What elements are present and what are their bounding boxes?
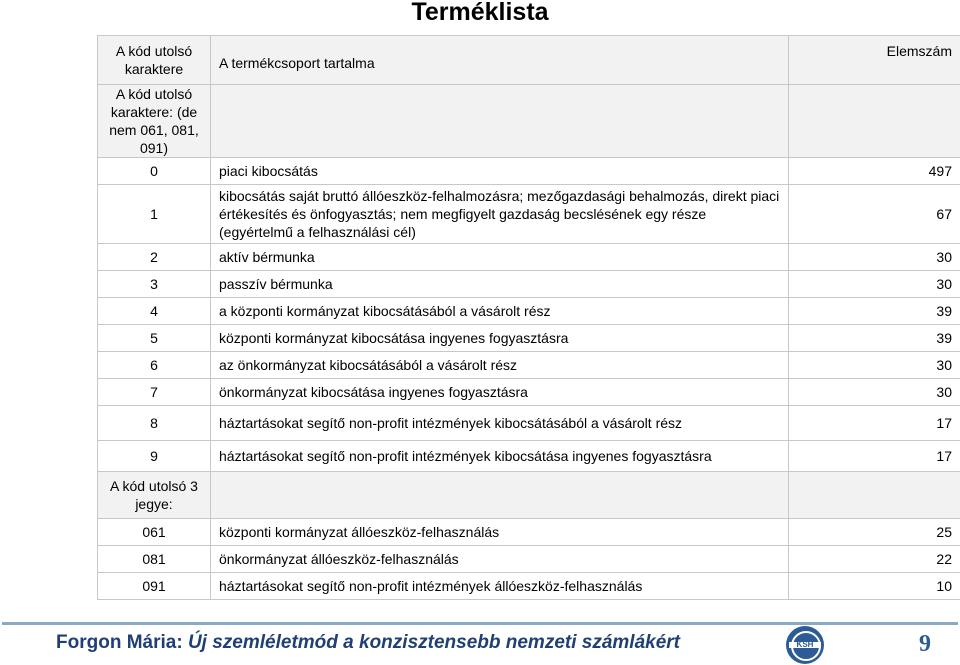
footer-citation [56,630,680,656]
header-content: A termékcsoport tartalma [211,36,789,85]
row-code: 7 [98,379,211,406]
row-count: 30 [789,379,960,406]
row-count: 10 [789,573,960,600]
header-code: A kód utolsó karaktere [98,36,211,85]
note-row [98,472,960,519]
table-row [98,546,960,573]
row-count: 17 [789,441,960,472]
ksh-logo-icon [786,626,824,664]
row-count: 30 [789,244,960,271]
footer-subtitle: Új szemléletmód a konzisztensebb nemzeti számlákért [187,632,681,653]
row-count: 39 [789,325,960,352]
row-count: 22 [789,546,960,573]
page-title: Terméklista [411,0,549,26]
row-content: passzív bérmunka [211,271,789,298]
row-code: 4 [98,298,211,325]
table-row [98,573,960,600]
row-code: 3 [98,271,211,298]
table-row [98,379,960,406]
row-content: háztartásokat segítő non-profit intézmények kibocsátása ingyenes fogyasztásra [211,441,789,472]
row-content: a központi kormányzat kibocsátásából a vásárolt rész [211,298,789,325]
row-code: 6 [98,352,211,379]
page-number: 9 [919,631,931,657]
row-content: önkormányzat kibocsátása ingyenes fogyasztásra [211,379,789,406]
table-row [98,185,960,244]
row-code: 8 [98,406,211,441]
row-content: az önkormányzat kibocsátásából a vásárolt rész [211,352,789,379]
table-row [98,519,960,546]
footer-divider [2,622,958,625]
row-count: 30 [789,352,960,379]
table-row [98,158,960,185]
product-list-table [97,35,960,600]
row-code: 091 [98,573,211,600]
row-count: 17 [789,406,960,441]
row-content: háztartásokat segítő non-profit intézmények kibocsátásából a vásárolt rész [211,406,789,441]
row-code: 0 [98,158,211,185]
row-code: 5 [98,325,211,352]
row-content: piaci kibocsátás [211,158,789,185]
row-code: 9 [98,441,211,472]
row-count: 25 [789,519,960,546]
table-row [98,298,960,325]
row-code: 1 [98,185,211,244]
row-count: 497 [789,158,960,185]
table-row [98,441,960,472]
logo-text: KSH [796,640,814,649]
row-code: 2 [98,244,211,271]
row-count: 67 [789,185,960,244]
row-count: 39 [789,298,960,325]
note-last3: A kód utolsó 3 jegye: [98,472,211,519]
row-code: 081 [98,546,211,573]
table-row [98,352,960,379]
table-row [98,325,960,352]
table-row [98,271,960,298]
note-row [98,85,960,158]
row-content: központi kormányzat állóeszköz-felhasználás [211,519,789,546]
table-row [98,244,960,271]
table-row [98,406,960,441]
footer-author: Forgon Mária: [56,632,183,653]
note-last-char: A kód utolsó karaktere: (de nem 061, 081, 091) [98,85,211,158]
row-count: 30 [789,271,960,298]
table-header-row [98,36,960,85]
row-content: háztartásokat segítő non-profit intézmények állóeszköz-felhasználás [211,573,789,600]
row-content: kibocsátás saját bruttó állóeszköz-felhalmozásra; mezőgazdasági behalmozás, direkt piaci értékesítés és önfogyasztás; nem megfigyelt gazdaság becslésének egy része (egyértelmű a felhasználási cél) [211,185,789,244]
row-content: központi kormányzat kibocsátása ingyenes fogyasztásra [211,325,789,352]
row-code: 061 [98,519,211,546]
header-count: Elemszám [789,36,960,85]
row-content: önkormányzat állóeszköz-felhasználás [211,546,789,573]
row-content: aktív bérmunka [211,244,789,271]
